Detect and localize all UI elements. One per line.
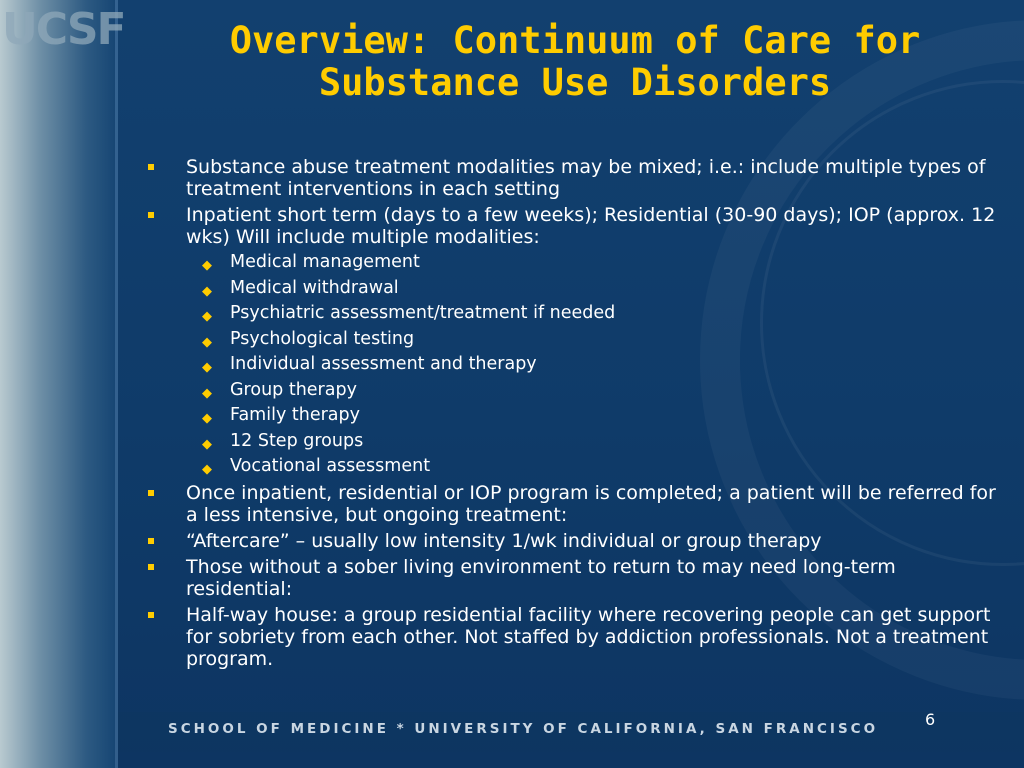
sub-bullet-text: Medical management xyxy=(230,252,420,272)
square-bullet-icon xyxy=(148,538,154,544)
sub-bullet-item xyxy=(146,431,1006,453)
sub-bullet-item xyxy=(146,354,1006,376)
bullet-text: Inpatient short term (days to a few weeks); Residential (30-90 days); IOP (approx. 12 wks) Will include multiple modalities: xyxy=(186,204,996,248)
bullet-item xyxy=(146,204,1006,248)
slide-title: Overview: Continuum of Care for Substance Use Disorders xyxy=(229,19,921,104)
sub-bullet-text: Psychiatric assessment/treatment if needed xyxy=(230,303,616,323)
sub-bullet-text: Family therapy xyxy=(230,405,360,425)
diamond-bullet-icon: ◆ xyxy=(202,436,212,452)
sub-bullet-item xyxy=(146,303,1006,325)
sub-bullet-text: Individual assessment and therapy xyxy=(230,354,537,374)
bullet-text: Substance abuse treatment modalities may be mixed; i.e.: include multiple types of treatment interventions in each setting xyxy=(186,156,986,200)
diamond-bullet-icon: ◆ xyxy=(202,462,212,477)
sub-bullet-text: Vocational assessment xyxy=(230,456,431,476)
diamond-bullet-icon: ◆ xyxy=(202,258,212,273)
bullet-text: Once inpatient, residential or IOP program is completed; a patient will be referred for a less intensive, but ongoing treatment: xyxy=(186,481,996,526)
bullet-list xyxy=(146,156,1006,674)
square-bullet-icon xyxy=(148,212,154,218)
diamond-bullet-icon: ◆ xyxy=(202,385,212,401)
sub-bullet-item xyxy=(146,329,1006,351)
square-bullet-icon xyxy=(148,612,154,618)
bullet-text: Half-way house: a group residential facility where recovering people can get support for sobriety from each other. Not staffed by addiction professionals. Not a treatment program. xyxy=(186,603,991,670)
bullet-item xyxy=(146,156,1006,200)
sub-bullet-item xyxy=(146,405,1006,427)
sub-bullet-item xyxy=(146,252,1006,274)
square-bullet-icon xyxy=(148,490,154,496)
sub-bullet-text: Psychological testing xyxy=(230,328,415,349)
bullet-text: “Aftercare” – usually low intensity 1/wk individual or group therapy xyxy=(186,529,822,552)
left-divider xyxy=(115,0,118,768)
diamond-bullet-icon: ◆ xyxy=(202,309,212,324)
bullet-text: Those without a sober living environment to return to may need long-term residential: xyxy=(186,555,896,600)
footer-text: SCHOOL OF MEDICINE * UNIVERSITY OF CALIFORNIA, SAN FRANCISCO xyxy=(168,721,879,737)
sub-bullet-text: Medical withdrawal xyxy=(230,277,399,298)
diamond-bullet-icon: ◆ xyxy=(202,334,212,350)
diamond-bullet-icon: ◆ xyxy=(202,411,212,426)
sub-bullet-item xyxy=(146,278,1006,300)
square-bullet-icon xyxy=(148,164,154,170)
square-bullet-icon xyxy=(148,564,154,570)
sub-bullet-item xyxy=(146,380,1006,402)
sub-bullet-text: Group therapy xyxy=(230,379,357,400)
diamond-bullet-icon: ◆ xyxy=(202,360,212,375)
diamond-bullet-icon: ◆ xyxy=(202,283,212,299)
sub-bullet-text: 12 Step groups xyxy=(230,430,364,451)
ucsf-logo: UCSF xyxy=(2,4,125,55)
bullet-item xyxy=(146,482,1006,526)
page-number: 6 xyxy=(925,710,936,729)
left-decor-band xyxy=(0,0,115,768)
sub-bullet-item xyxy=(146,456,1006,478)
bullet-item xyxy=(146,604,1006,670)
bullet-item xyxy=(146,530,1006,552)
bullet-item xyxy=(146,556,1006,600)
